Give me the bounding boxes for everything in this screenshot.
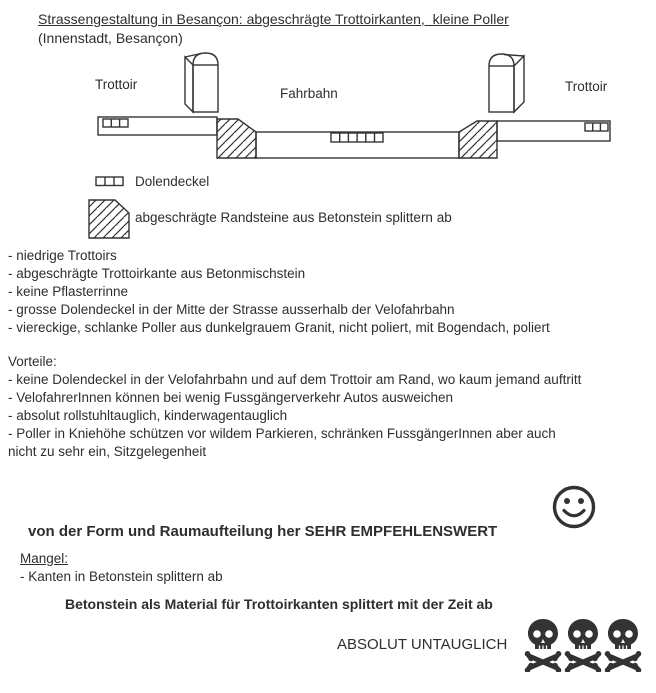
- list-item: - Kanten in Betonstein splittern ab: [20, 569, 223, 584]
- list-item: - keine Pflasterrinne: [8, 284, 129, 299]
- skull-crossbones-icon: [604, 618, 642, 672]
- list-item: - Poller in Kniehöhe schützen vor wildem Parkieren, schränken FussgängerInnen aber auch: [8, 426, 556, 441]
- left-bollard-icon: [185, 53, 218, 112]
- negative-verdict-statement: Betonstein als Material für Trottoirkanten splittert mit der Zeit ab: [65, 596, 493, 612]
- advantages-heading: Vorteile:: [8, 354, 57, 369]
- list-item: - viereckige, schlanke Poller aus dunkelgrauem Granit, nicht poliert, mit Bogendach, poliert: [8, 320, 550, 335]
- label-roadway: Fahrbahn: [280, 86, 338, 101]
- skull-rating: [524, 618, 642, 672]
- right-drain-cover-icon: [585, 123, 608, 131]
- skull-crossbones-icon: [564, 618, 602, 672]
- left-beveled-curb-shape: [217, 119, 256, 158]
- left-drain-cover-icon: [103, 119, 128, 127]
- legend-label-beveled-curb: abgeschrägte Randsteine aus Betonstein splittern ab: [135, 210, 452, 225]
- beveled-curb-hatch-icon: [88, 199, 130, 239]
- right-beveled-curb-shape: [459, 121, 497, 158]
- list-item: nicht zu sehr ein, Sitzgelegenheit: [8, 444, 207, 459]
- center-drain-cover-icon: [331, 133, 383, 142]
- smiley-face-icon: [551, 484, 597, 530]
- feature-list: [8, 247, 550, 337]
- page-title: [38, 10, 509, 48]
- skull-crossbones-icon: [524, 618, 562, 672]
- advantages-section: [8, 353, 581, 461]
- street-cross-section-diagram: [90, 52, 656, 168]
- list-item: - abgeschrägte Trottoirkante aus Betonmischstein: [8, 266, 306, 281]
- negative-verdict-label: ABSOLUT UNTAUGLICH: [337, 636, 508, 653]
- legend-label-drain-cover: Dolendeckel: [135, 174, 210, 189]
- list-item: - keine Dolendeckel in der Velofahrbahn und auf dem Trottoir am Rand, wo kaum jemand auftritt: [8, 372, 582, 387]
- defect-heading: Mangel:: [20, 551, 69, 566]
- positive-verdict-text: von der Form und Raumaufteilung her SEHR EMPFEHLENSWERT: [28, 523, 498, 540]
- list-item: - VelofahrerInnen können bei wenig Fussgängerverkehr Autos ausweichen: [8, 390, 454, 405]
- list-item: - grosse Dolendeckel in der Mitte der Strasse ausserhalb der Velofahrbahn: [8, 302, 455, 317]
- list-item: - absolut rollstuhltauglich, kinderwagentauglich: [8, 408, 288, 423]
- label-left-sidewalk: Trottoir: [95, 77, 138, 92]
- label-right-sidewalk: Trottoir: [565, 79, 608, 94]
- list-item: - niedrige Trottoirs: [8, 248, 117, 263]
- drain-cover-icon: [95, 176, 125, 187]
- title-line-2: (Innenstadt, Besançon): [38, 30, 183, 46]
- right-bollard-icon: [489, 54, 524, 112]
- defect-section: [20, 550, 223, 586]
- title-line-1: Strassengestaltung in Besançon: abgeschrägte Trottoirkanten, kleine Poller: [38, 11, 509, 27]
